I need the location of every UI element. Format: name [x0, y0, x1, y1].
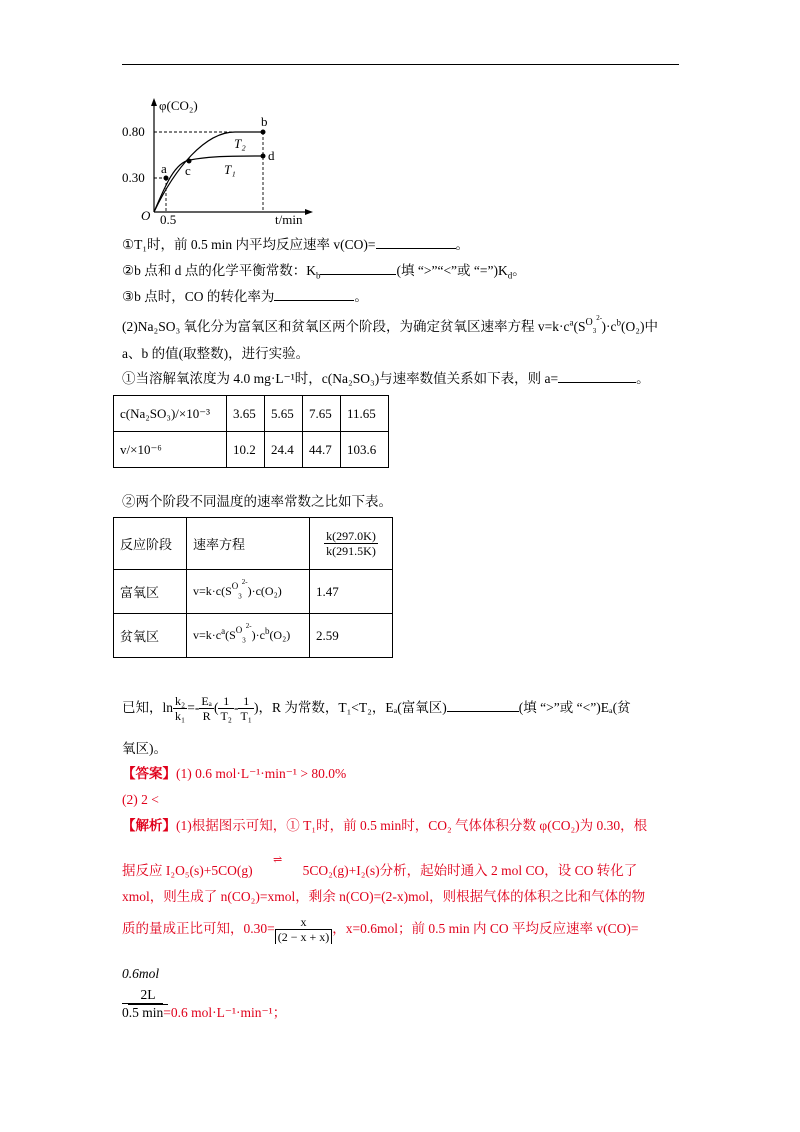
equilibrium-arrow: ⇌ [273, 854, 283, 866]
table-cell: 44.7 [303, 432, 341, 468]
frac-den: R [202, 709, 211, 724]
answer-line-2: (2) 2 < [122, 792, 159, 807]
table-header-stage: 反应阶段 [114, 518, 187, 570]
arrhenius-line [122, 692, 631, 724]
rate-constant-table [113, 517, 393, 658]
exponent-a: a [569, 317, 574, 328]
question-3-end: 。 [354, 289, 368, 304]
analysis-label: 【解析】 [122, 818, 176, 833]
ratio-numerator: k(297.0K) [326, 529, 376, 543]
exponent-b: b [616, 317, 622, 328]
answer-blank-1 [376, 236, 456, 249]
part-2-line-1 [122, 313, 658, 338]
eq-exp-b: b [264, 626, 270, 636]
experiment-1-text: ①当溶解氧浓度为 4.0 mg·L⁻¹时，c(Na₂SO₃)与速率数值关系如下表，则 a= [122, 371, 559, 386]
x-axis-label: t/min [275, 212, 303, 227]
reaction-left: 据反应 I₂O₅(s)+5CO(g) [122, 863, 253, 878]
ratio-poor-oxygen: 2.59 [310, 614, 393, 658]
series-t1-curve [154, 156, 263, 212]
table-row [114, 432, 389, 468]
question-1-end: 。 [455, 237, 470, 252]
stage-rich-oxygen: 富氧区 [114, 570, 187, 614]
table-header-rate-equation: 速率方程 [187, 518, 310, 570]
ratio-denominator: k(291.5K) [326, 544, 376, 558]
analysis-num-mol: 0.6mol [122, 966, 160, 981]
answer-blank-2 [320, 262, 396, 275]
question-3-text: ③b 点时，CO 的转化率为 [122, 289, 275, 304]
point-label-b: b [261, 114, 268, 129]
stage-poor-oxygen: 贫氧区 [114, 614, 187, 658]
eq-o: O [231, 581, 239, 591]
k-sub-b: b [315, 270, 321, 281]
table-row [114, 570, 393, 614]
frac-den: T₂ [220, 709, 232, 724]
question-1 [122, 236, 469, 254]
experiment-1 [122, 370, 650, 388]
table-cell: 103.6 [341, 432, 389, 468]
analysis-den-time: 0.5 min [122, 1005, 164, 1020]
analysis-text-1: (1)根据图示可知，① T₁时，前 0.5 min时，CO₂ 气体体积分数 φ(CO₂)为 0.30，根 [176, 818, 648, 833]
series-label-t2: T₂ [234, 136, 246, 151]
table-header-ratio [310, 518, 393, 570]
eq-o: O [235, 625, 243, 635]
frac-num: 1 [218, 694, 234, 709]
table-cell: 10.2 [227, 432, 265, 468]
known-line-2: 氧区)。 [122, 741, 167, 756]
table-cell: 24.4 [265, 432, 303, 468]
analysis-num-volume: 2L [128, 986, 168, 1005]
answer-blank-a [558, 370, 636, 383]
frac-den: (2 − x + x) [275, 930, 333, 944]
known-pre: 已知，ln [122, 700, 174, 715]
answer-line-1 [122, 765, 346, 783]
table-row [114, 396, 389, 432]
header-rule [122, 64, 679, 65]
table-cell: 11.65 [341, 396, 389, 432]
reaction-right: 5CO₂(g)+I₂(s)分析，起始时通入 2 mol CO，设 CO 转化了 [302, 863, 638, 878]
sulfite-sub: 3 [592, 326, 597, 335]
analysis-line-2 [122, 854, 638, 881]
rich-oxygen-equation [187, 570, 310, 614]
experiment-1-end: 。 [636, 371, 650, 386]
x-axis-arrow [305, 209, 313, 215]
ratio-rich-oxygen: 1.47 [310, 570, 393, 614]
answer-text-1: (1) 0.6 mol·L⁻¹·min⁻¹ > 80.0% [176, 766, 347, 781]
concentration-rate-table [113, 395, 389, 468]
frac-num: x [275, 915, 333, 930]
point-b [261, 130, 266, 135]
question-2-end: 。 [512, 263, 526, 278]
eq-part: )·c [251, 628, 265, 642]
part-2-mid: (S [573, 319, 586, 334]
eq-end: )·c(O₂) [247, 584, 282, 598]
y-tick-080: 0.80 [122, 124, 145, 139]
known-post-2: (填 “>”或 “<”)Eₐ(贫 [518, 700, 631, 715]
point-a [164, 176, 169, 181]
answer-blank-3 [274, 288, 354, 301]
rate-constant-ratio [324, 529, 378, 558]
question-1-text: ①T₁时，前 0.5 min 内平均反应速率 v(CO)= [122, 237, 376, 252]
part-2-tail: )·c [601, 319, 617, 334]
part-2-text: (2)Na₂SO₃ 氧化分为富氧区和贫氧区两个阶段，为确定贫氧区速率方程 v=k·c [122, 319, 570, 334]
frac-den: T₁ [240, 709, 252, 724]
experiment-2: ②两个阶段不同温度的速率常数之比如下表。 [122, 494, 392, 509]
origin-label: O [141, 208, 151, 223]
question-3 [122, 288, 368, 306]
analysis-line-4 [122, 912, 639, 946]
table-header-concentration: c(Na₂SO₃)/×10⁻³ [114, 396, 227, 432]
sulfite-charge: 2- [596, 313, 603, 322]
eq-end: (O₂) [269, 628, 291, 642]
point-label-d: d [268, 148, 275, 163]
y-axis-label: φ(CO₂) [159, 98, 198, 113]
table-header-rate: v/×10⁻⁶ [114, 432, 227, 468]
analysis-line-3: xmol，则生成了 n(CO₂)=xmol，剩余 n(CO)=(2-x)mol，则根据气体的体积之比和气体的物 [122, 889, 646, 904]
frac-num: Eₐ [201, 694, 212, 709]
known-eq: =- [187, 700, 200, 715]
minus-sign: - [233, 700, 239, 715]
part-2-end: (O₂)中 [621, 319, 658, 334]
fraction-k [173, 694, 187, 723]
frac-num: k₂ [175, 694, 186, 709]
eq-charge: 2- [245, 622, 252, 630]
y-tick-030: 0.30 [122, 170, 145, 185]
eq-exp-a: a [221, 626, 226, 636]
answer-blank-ea [447, 699, 519, 712]
analysis-pre: 质的量成正比可知，0.30= [122, 921, 275, 936]
table-cell: 5.65 [265, 396, 303, 432]
fraction-t1 [238, 694, 254, 723]
table-row [114, 614, 393, 658]
eq-charge: 2- [241, 578, 248, 586]
point-d [261, 154, 266, 159]
fraction-x [275, 915, 333, 944]
eq-sub: 3 [242, 636, 246, 645]
table-row [114, 518, 393, 570]
answer-label: 【答案】 [122, 766, 176, 781]
analysis-result: =0.6 mol·L⁻¹·min⁻¹； [163, 1005, 287, 1020]
point-label-c: c [185, 163, 191, 178]
table-cell: 3.65 [227, 396, 265, 432]
eq-part: v=k·c(S [193, 584, 232, 598]
x-tick-05: 0.5 [160, 212, 177, 227]
sulfite-o: O [585, 317, 593, 328]
eq-part: (S [225, 628, 236, 642]
series-t2-curve [154, 132, 263, 212]
frac-den: k₁ [175, 709, 186, 724]
poor-oxygen-equation [187, 614, 310, 658]
fraction-t2 [218, 694, 234, 723]
eq-sub: 3 [238, 592, 242, 601]
part-2-line-2: a、b 的值(取整数)，进行实验。 [122, 346, 310, 361]
point-label-a: a [161, 161, 167, 176]
fraction-ea [199, 694, 214, 723]
co2-volume-fraction-chart [122, 88, 325, 228]
analysis-line-1 [122, 817, 647, 835]
table-cell: 7.65 [303, 396, 341, 432]
question-2-part-b: (填 “>”“<”或 “=”)K [396, 263, 508, 278]
question-2 [122, 262, 526, 280]
eq-part: v=k·c [193, 628, 222, 642]
analysis-line-5 [122, 1003, 286, 1022]
frac-num: 1 [238, 694, 254, 709]
k-sub-d: d [507, 270, 513, 281]
series-label-t1: T₁ [224, 162, 236, 177]
question-2-part-a: ②b 点和 d 点的化学平衡常数：K [122, 263, 316, 278]
y-axis-arrow [151, 98, 157, 106]
paren-open: ( [213, 700, 219, 715]
sulfite-ion [585, 313, 603, 338]
known-post: )，R 为常数，T₁<T₂，Eₐ(富氧区) [253, 700, 447, 715]
analysis-post: ，x=0.6mol；前 0.5 min 内 CO 平均反应速率 v(CO)= [332, 921, 639, 936]
